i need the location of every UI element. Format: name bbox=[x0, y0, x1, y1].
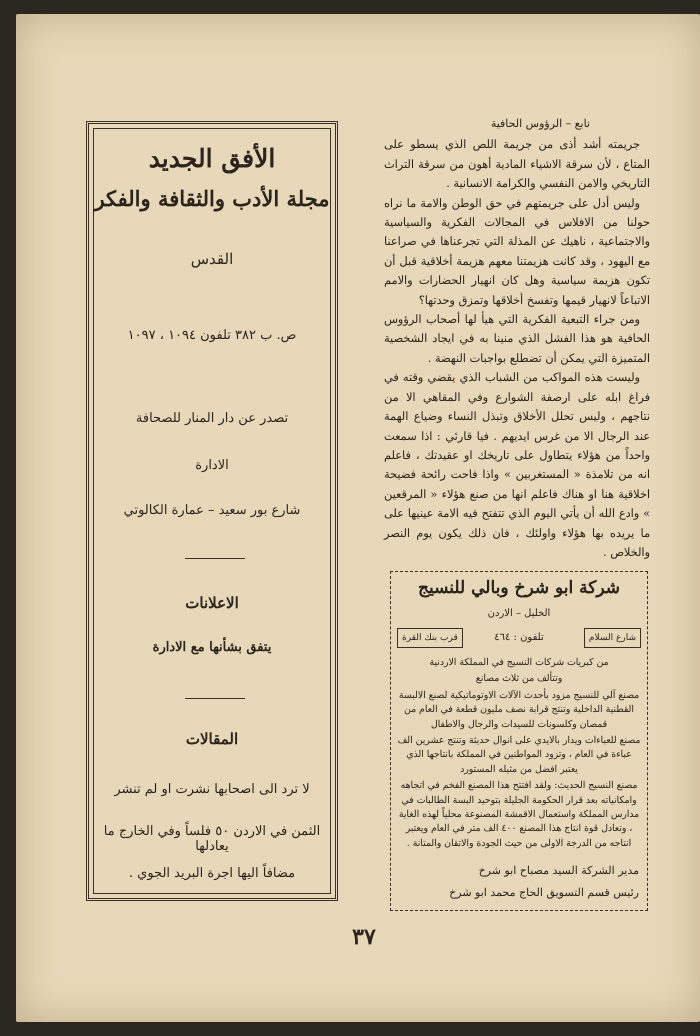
ad-contact-row bbox=[397, 628, 641, 650]
contact-info: ص. ب ٣٨٢ تلفون ١٠٩٤ ، ١٠٩٧ bbox=[127, 328, 297, 343]
ads-heading: الاعلانات bbox=[185, 594, 239, 612]
divider bbox=[185, 698, 245, 699]
divider bbox=[185, 558, 245, 559]
article-paragraph: جريمته أشد أذى من جريمة اللص الذي يسطو على المتاع ، لأن سرقة الاشياء المادية أهون من سرقة التراث التاريخي والامن النفسي والكرامة الانسانية . bbox=[384, 138, 650, 191]
ad-line: وتتألف من ثلاث مصانع bbox=[475, 673, 563, 685]
article-paragraph: ومن جراء التبعية الفكرية التي هيأ لها أصحاب الرؤوس الحافية هو هذا الفشل الذي منينا به في ايجاد الشخصية المتميزة التي يمكن أن تضطلع بواجبات النهضة . bbox=[384, 313, 650, 365]
ad-marketing-head: رئيس قسم التسويق الحاج محمد ابو شرخ bbox=[449, 886, 639, 899]
ad-line: مصنع النسيج الحديث: ولقد افتتح هذا المصنع الفخم في اتجاهه وامكانياته بعد قرار الحكومة الجليلة بتوحيد البسة الطالبات في مدارس المملكة واستعمال الاقمشة المصنوعة محلياً لهذه الغاية ، وتعادل قوة انتاج هذا المصنع ٤٠٠ الف متر في العام ويعتبر انتاجه من الدرجة الاولى من حيث الجودة والاتقان والمتانة . bbox=[398, 780, 640, 849]
ad-director: مدير الشركة السيد مصباح ابو شرخ bbox=[478, 864, 639, 877]
page-number: ٣٧ bbox=[352, 924, 376, 950]
magazine-subtitle: مجلة الأدب والثقافة والفكر bbox=[94, 186, 330, 211]
article-paragraph: وليس أدل على جريمتهم في حق الوطن والامة ما نراه حولنا من الافلاس في المجالات الفكرية والسياسية والاجتماعية ، ناهيك عن المذلة التي تجرعناها في صراعنا مع اليهود ، وقد كانت هزيمتنا معهم هزيمة أخلاقية قبل أن تكون هزيمة سياسية وهل كان انهيار الحضارات والامم الاتباعاً لانهيار قيمها وتفسخ أخلاقها وتمزق وحدتها؟ bbox=[384, 196, 650, 307]
ad-location: الخليل – الاردن bbox=[487, 608, 551, 619]
ad-line: مصنع آلي للنسيج مزود بأحدث الآلات الاوتوماتيكية لصنع الالبسة القطنية الداخلية وتنتج قرابة نصف مليون قطعة في العام من قمصان وكلسونات للسيدات والرجال والاطفال bbox=[398, 689, 640, 730]
magazine-title: الأفق الجديد bbox=[148, 144, 276, 173]
textile-company-ad bbox=[390, 571, 648, 911]
publisher-line: تصدر عن دار المنار للصحافة bbox=[135, 411, 289, 426]
ad-line: من كبريات شركات النسيج في المملكة الاردنية bbox=[429, 657, 609, 668]
article-header: تابع – الرؤوس الحافية bbox=[490, 117, 590, 130]
articles-note: لا ترد الى اصحابها نشرت او لم تنشر bbox=[114, 782, 310, 797]
admin-label: الادارة bbox=[195, 458, 229, 473]
article-paragraph: وليست هذه المواكب من الشباب الذي يقضي وقته في فراغ ابله على ارصفة الشوارع وفي المقاهي الا من نتاجهم ، وليس تحلل الأخلاق وتبذل النساء وضياع الهمة عند الرجال الا من غرس ايديهم . فيا قارئي : اذا سمعت واحداً من هؤلاء يتطاول على تاريخك او عقيدتك ، فاعلم انه من تلامذة « المستغربين » واذا فاحت رائحة فضيحة اخلاقية هنا او هناك فاعلم انها من صنع هؤلاء « المرقعين » وادع الله أن يأتي اليوم الذي تتفتح فيه الامة عينيها على ما يريده بها هؤلاء واولئك ، فان ذلك يكون يوم النصر والخلاص . bbox=[384, 371, 650, 559]
ad-phone: تلفون : ٤٦٤ bbox=[494, 632, 544, 643]
postage-line: مضافاً اليها اجرة البريد الجوي . bbox=[128, 866, 296, 881]
masthead-box bbox=[86, 121, 338, 901]
price-line: الثمن في الاردن ٥٠ فلساً وفي الخارج ما يعادلها bbox=[103, 824, 321, 854]
ads-note: يتفق بشأنها مع الادارة bbox=[152, 640, 272, 655]
ad-company-name: شركة ابو شرخ وبالي للنسيج bbox=[417, 578, 621, 598]
ad-street-tag: شارع السلام bbox=[584, 628, 641, 648]
city: القدس bbox=[190, 250, 234, 268]
magazine-page bbox=[16, 14, 700, 1022]
ad-body bbox=[397, 656, 641, 853]
admin-address: شارع بور سعيد – عمارة الكالوتي bbox=[123, 503, 301, 518]
article-continuation bbox=[384, 114, 650, 562]
articles-heading: المقالات bbox=[185, 730, 239, 748]
ad-bank-tag: قرب بنك القرة bbox=[397, 628, 463, 648]
ad-line: مصنع للعباءات ويدار بالايدي على انوال حديثة وتنتج عشرين الف عباءة في العام ، وتزود المواطنين في المملكة بانتاجها الذي يعتبر افضل من مثيله المستورد bbox=[397, 735, 641, 775]
